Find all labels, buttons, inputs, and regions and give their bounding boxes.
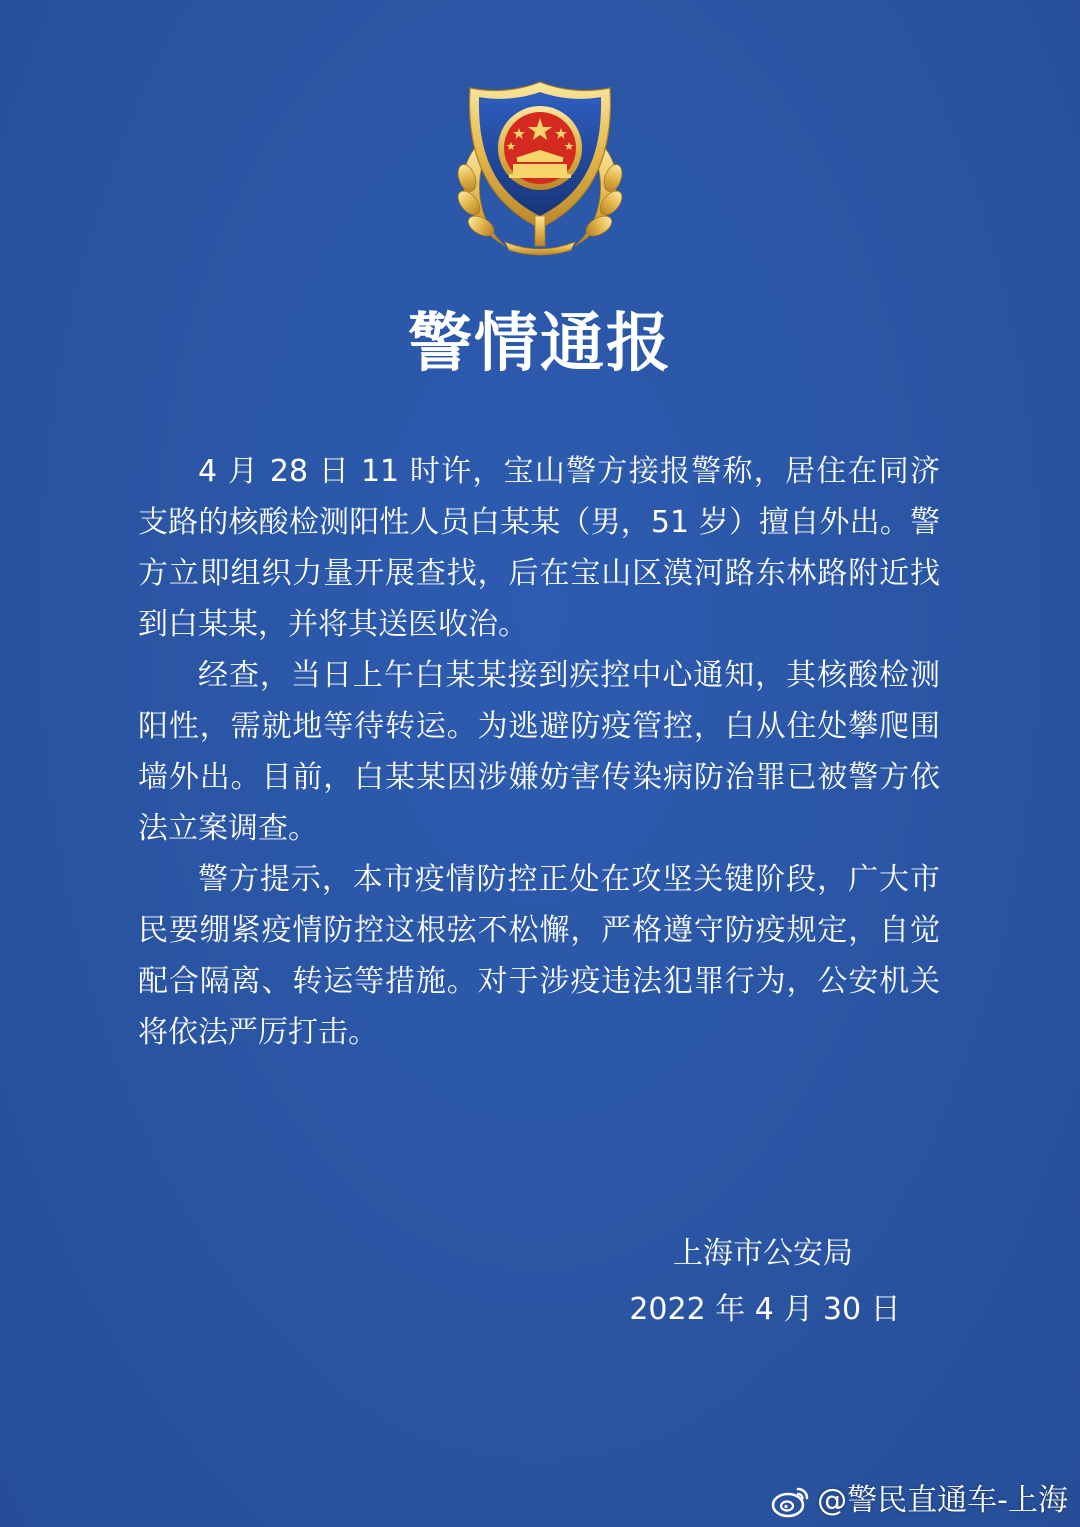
page-title: 警情通报	[408, 307, 672, 381]
weibo-watermark	[771, 1481, 1068, 1521]
paragraph-2: 经查，当日上午白某某接到疾控中心通知，其核酸检测阳性，需就地等待转运。为逃避防疫管控，白从住处攀爬围墙外出。目前，白某某因涉嫌妨害传染病防治罪已被警方依法立案调查。	[138, 658, 940, 846]
police-emblem-icon	[445, 78, 635, 260]
paragraph-3: 警方提示，本市疫情防控正处在攻坚关键阶段，广大市民要绷紧疫情防控这根弦不松懈，严格遵守防疫规定，自觉配合隔离、转运等措施。对于涉疫违法犯罪行为，公安机关将依法严厉打击。	[138, 862, 940, 1050]
weibo-icon	[771, 1483, 811, 1519]
signature-date: 2022 年 4 月 30 日	[629, 1292, 901, 1327]
signature-organization: 上海市公安局	[673, 1236, 853, 1271]
watermark-text: @警民直通车-上海	[817, 1483, 1068, 1518]
notice-body	[138, 446, 940, 1058]
paragraph-1: 4 月 28 日 11 时许，宝山警方接报警称，居住在同济支路的核酸检测阳性人员白某某（男，51 岁）擅自外出。警方立即组织力量开展查找，后在宝山区漠河路东林路附近找到白某某，并将其送医收治。	[138, 454, 940, 642]
signature-block	[600, 1226, 930, 1338]
